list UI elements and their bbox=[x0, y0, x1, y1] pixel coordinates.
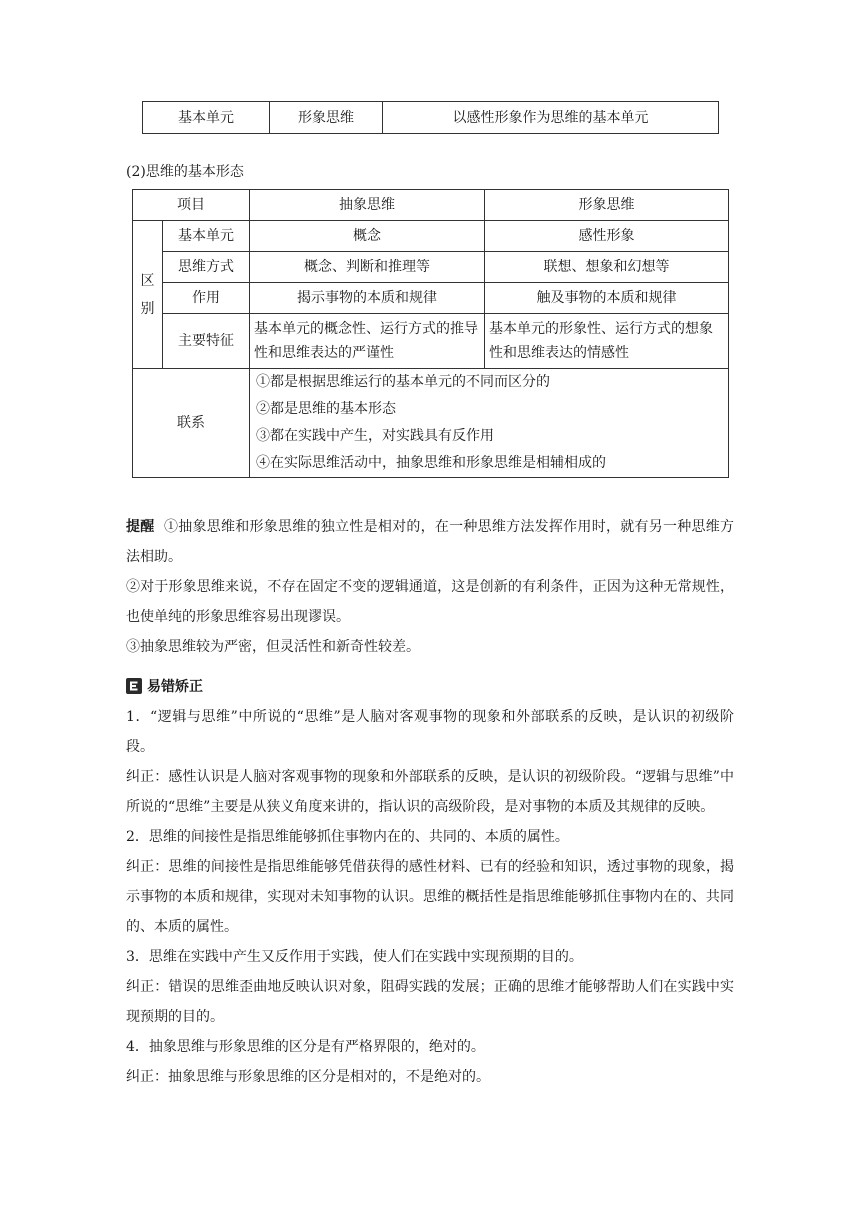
abstract-cell: 基本单元的概念性、运行方式的推导性和思维表达的严谨性 bbox=[250, 314, 485, 369]
correction-item: 纠正：思维的间接性是指思维能够凭借获得的感性材料、已有的经验和知识，透过事物的现象，揭示事物的本质和规律，实现对未知事物的认识。思维的概括性是指思维能够抓住事物内在的、共同的、本质的属性。 bbox=[126, 859, 734, 935]
reminder-item bbox=[126, 512, 734, 572]
reminder-block bbox=[126, 512, 734, 662]
claim-item: 3．思维在实践中产生又反作用于实践，使人们在实践中实现预期的目的。 bbox=[126, 949, 583, 965]
connection-item: ③都在实践中产生，对实践具有反作用 bbox=[256, 428, 494, 444]
claim-item: 1．“逻辑与思维”中所说的“思维”是人脑对客观事物的现象和外部联系的反映，是认识的初级阶段。 bbox=[126, 709, 734, 755]
table-row bbox=[143, 102, 719, 134]
group-label-char: 别 bbox=[140, 300, 155, 317]
row-label: 基本单元 bbox=[163, 221, 250, 252]
header-cell: 项目 bbox=[133, 190, 250, 221]
row-label: 作用 bbox=[163, 283, 250, 314]
abstract-cell: 概念、判断和推理等 bbox=[250, 252, 485, 283]
e-letter-icon bbox=[126, 678, 142, 694]
connection-item: ④在实际思维活动中，抽象思维和形象思维是相辅相成的 bbox=[256, 455, 606, 471]
connection-item: ②都是思维的基本形态 bbox=[256, 401, 396, 417]
table-row bbox=[133, 252, 729, 283]
group-label-difference bbox=[133, 221, 163, 369]
row-label: 主要特征 bbox=[163, 314, 250, 369]
section-title: 易错矫正 bbox=[147, 679, 203, 695]
header-cell: 形象思维 bbox=[485, 190, 729, 221]
claim-item: 2．思维的间接性是指思维能够抓住事物内在的、共同的、本质的属性。 bbox=[126, 829, 569, 845]
row-label: 联系 bbox=[133, 369, 250, 478]
abstract-cell: 概念 bbox=[250, 221, 485, 252]
error-correction-heading bbox=[126, 674, 203, 698]
correction-item: 纠正：感性认识是人脑对客观事物的现象和外部联系的反映，是认识的初级阶段。“逻辑与思维”中所说的“思维”主要是从狭义角度来讲的，指认识的高级阶段，是对事物的本质及其规律的反映。 bbox=[126, 769, 734, 815]
table-row bbox=[133, 369, 729, 478]
correction-item: 纠正：抽象思维与形象思维的区分是相对的，不是绝对的。 bbox=[126, 1069, 490, 1085]
reminder-text: ①抽象思维和形象思维的独立性是相对的，在一种思维方法发挥作用时，就有另一种思维方法相助。 bbox=[126, 519, 735, 565]
image-cell: 感性形象 bbox=[485, 221, 729, 252]
table-row bbox=[133, 283, 729, 314]
reminder-item: ②对于形象思维来说，不存在固定不变的逻辑通道，这是创新的有利条件，正因为这种无常规性，也使单纯的形象思维容易出现谬误。 bbox=[126, 579, 734, 625]
group-label-char: 区 bbox=[140, 272, 155, 289]
image-cell: 联想、想象和幻想等 bbox=[485, 252, 729, 283]
table-row bbox=[133, 314, 729, 369]
reminder-label: 提醒 bbox=[126, 519, 155, 535]
continuation-table bbox=[142, 101, 719, 134]
table-row bbox=[133, 221, 729, 252]
table-header-row bbox=[133, 190, 729, 221]
header-cell: 抽象思维 bbox=[250, 190, 485, 221]
table-cell: 以感性形象作为思维的基本单元 bbox=[383, 102, 719, 134]
section-heading: (2)思维的基本形态 bbox=[126, 164, 244, 180]
thinking-forms-table bbox=[132, 189, 729, 478]
error-correction-list bbox=[126, 702, 734, 1092]
correction-item: 纠正：错误的思维歪曲地反映认识对象，阻碍实践的发展；正确的思维才能够帮助人们在实践中实现预期的目的。 bbox=[126, 979, 734, 1025]
abstract-cell: 揭示事物的本质和规律 bbox=[250, 283, 485, 314]
image-cell: 触及事物的本质和规律 bbox=[485, 283, 729, 314]
table-cell: 基本单元 bbox=[143, 102, 270, 134]
connection-cell bbox=[250, 369, 729, 478]
table-cell: 形象思维 bbox=[270, 102, 383, 134]
claim-item: 4．抽象思维与形象思维的区分是有严格界限的，绝对的。 bbox=[126, 1039, 485, 1055]
row-label: 思维方式 bbox=[163, 252, 250, 283]
reminder-item: ③抽象思维较为严密，但灵活性和新奇性较差。 bbox=[126, 639, 420, 655]
image-cell: 基本单元的形象性、运行方式的想象性和思维表达的情感性 bbox=[485, 314, 729, 369]
connection-item: ①都是根据思维运行的基本单元的不同而区分的 bbox=[256, 374, 550, 390]
